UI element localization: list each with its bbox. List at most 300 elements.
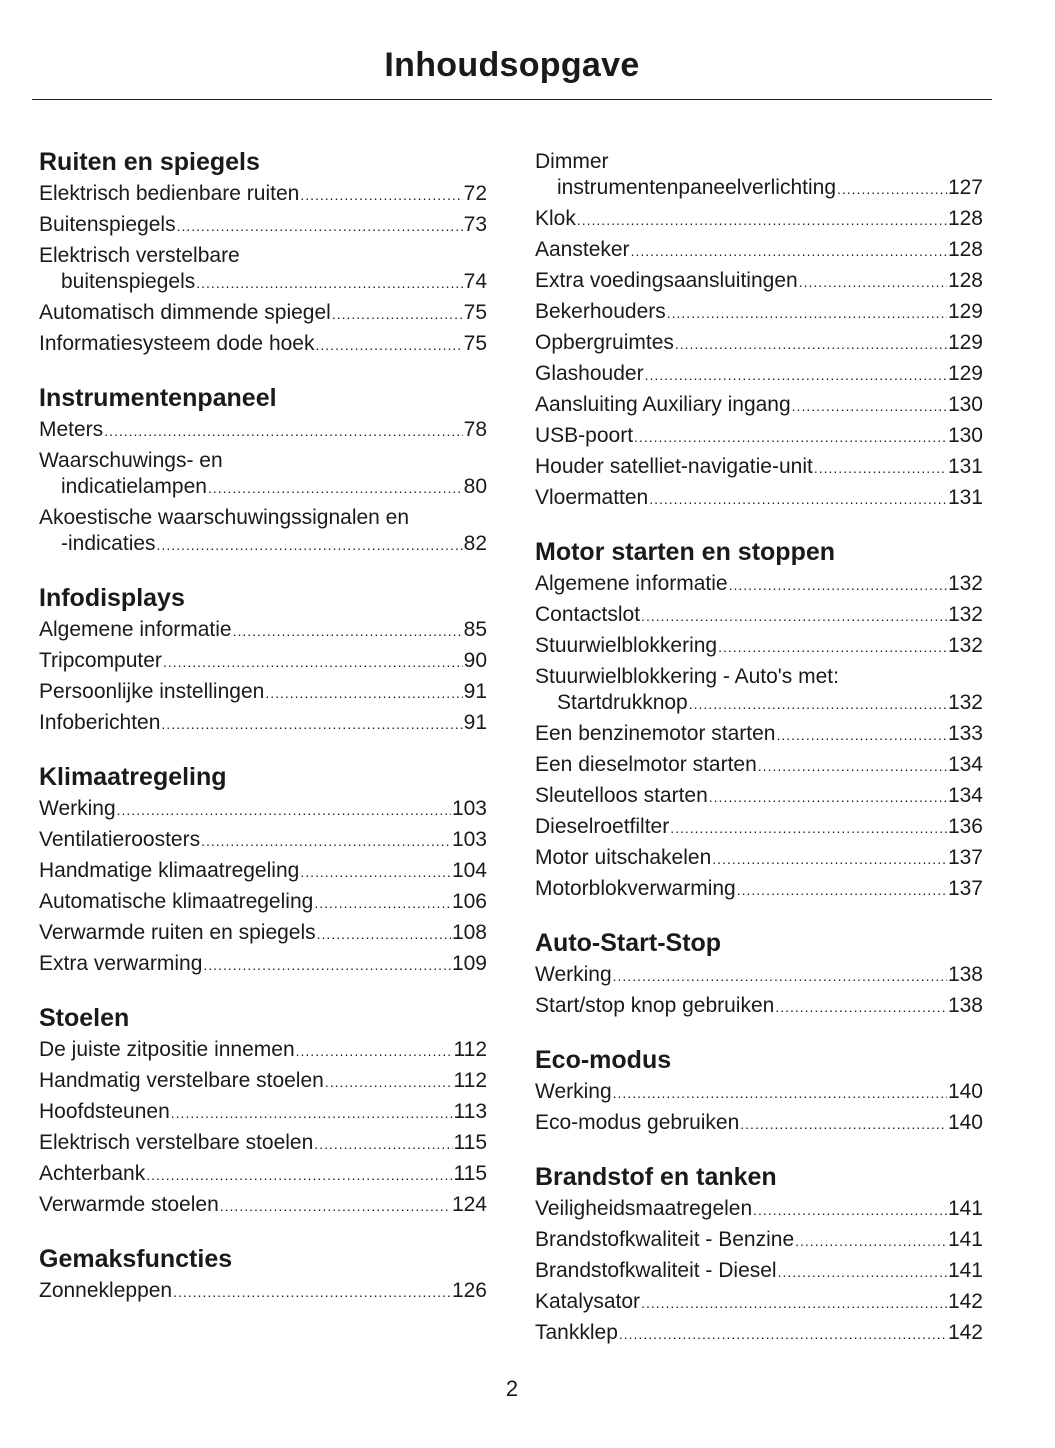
entry-row [535,452,983,483]
dot-leader [577,205,947,235]
section-heading: Motor starten en stoppen [535,538,836,566]
entry-page-number[interactable]: 132 [947,603,983,626]
dot-leader [667,298,947,328]
entry-page-number[interactable]: 113 [453,1100,487,1123]
entry-title: Elektrisch verstelbare [39,244,240,267]
entry-page-number[interactable]: 132 [947,634,983,657]
toc-section [39,1001,487,1221]
entry-row [39,1035,487,1066]
toc-entry[interactable] [535,483,983,514]
toc-entry[interactable] [535,1225,983,1256]
entry-page-number[interactable]: 136 [947,815,983,838]
entry-row [39,646,487,677]
toc-entry[interactable] [535,1077,983,1108]
entry-title: Handmatig verstelbare stoelen [39,1069,324,1092]
toc-entry[interactable] [535,569,983,600]
entry-row [39,415,487,446]
entry-title: Dieselroetfilter [535,815,670,838]
entry-page-number[interactable]: 141 [947,1228,983,1251]
section-heading: Brandstof en tanken [535,1163,777,1191]
entry-page-number[interactable]: 131 [947,455,983,478]
toc-entry[interactable] [39,615,487,646]
toc-section [39,145,487,360]
entry-row [39,825,487,856]
entry-title: Persoonlijke instellingen [39,680,265,703]
toc-entry[interactable] [39,503,487,560]
dot-leader [753,1195,947,1225]
entry-row [39,677,487,708]
entry-page-number[interactable]: 82 [463,532,487,555]
entry-page-number[interactable]: 108 [451,921,487,944]
toc-section [535,535,983,905]
toc-entry[interactable] [535,1287,983,1318]
entry-title: Een benzinemotor starten [535,722,776,745]
entry-title: Houder satelliet-navigatie-unit [535,455,813,478]
toc-entry[interactable] [39,1276,487,1307]
dot-leader [314,888,451,918]
entry-page-number[interactable]: 130 [947,424,983,447]
entry-page-number[interactable]: 109 [451,952,487,975]
entry-page-number[interactable]: 85 [463,618,487,641]
entry-row [535,235,983,266]
entry-page-number[interactable]: 134 [947,753,983,776]
entry-title: Elektrisch verstelbare stoelen [39,1131,314,1154]
toc-section [535,147,983,514]
dot-leader [315,330,462,360]
entry-title: Bekerhouders [535,300,666,323]
dot-leader [814,453,947,483]
dot-leader [619,1319,947,1349]
entry-row [535,390,983,421]
entry-row [535,1194,983,1225]
toc-entry[interactable] [39,1066,487,1097]
title-divider [32,99,992,100]
toc-entry[interactable] [535,600,983,631]
section-heading: Eco-modus [535,1046,672,1074]
entry-page-number[interactable]: 133 [947,722,983,745]
toc-entry[interactable] [535,750,983,781]
entry-title: Handmatige klimaatregeling [39,859,300,882]
toc-entry[interactable] [39,949,487,980]
dot-leader [799,267,947,297]
entry-page-number[interactable]: 140 [947,1111,983,1134]
entry-title: Start/stop knop gebruiken [535,994,775,1017]
toc-section [39,381,487,560]
entry-page-number[interactable]: 128 [947,238,983,261]
dot-leader [709,782,947,812]
dot-leader [775,992,947,1022]
entry-title: Zonnekleppen [39,1279,173,1302]
entry-row [535,688,983,719]
entry-row [535,569,983,600]
toc-entry[interactable] [39,677,487,708]
toc-entry[interactable] [535,1256,983,1287]
toc-section [39,1242,487,1307]
toc-entry[interactable] [535,421,983,452]
entry-title: Verwarmde stoelen [39,1193,219,1216]
dot-leader [325,1067,453,1097]
entry-title: Brandstofkwaliteit - Benzine [535,1228,795,1251]
entry-title: Verwarmde ruiten en spiegels [39,921,316,944]
entry-page-number[interactable]: 78 [463,418,487,441]
entry-title-continued: Startdrukknop [557,691,688,714]
entry-row [39,794,487,825]
toc-entry[interactable] [39,446,487,503]
entry-page-number[interactable]: 90 [463,649,487,672]
toc-entry[interactable] [39,1035,487,1066]
toc-entry[interactable] [39,825,487,856]
entry-title-continued: indicatielampen [61,475,207,498]
dot-leader [233,616,463,646]
entry-title: Extra verwarming [39,952,203,975]
entry-page-number[interactable]: 132 [947,691,983,714]
toc-entry[interactable] [535,390,983,421]
dot-leader [758,751,947,781]
entry-row [39,615,487,646]
toc-entry[interactable] [535,235,983,266]
entry-page-number[interactable]: 130 [947,393,983,416]
dot-leader [649,484,947,514]
toc-entry[interactable] [535,328,983,359]
entry-page-number[interactable]: 128 [947,269,983,292]
entry-title: Dimmer [535,150,609,173]
entry-title-continued: buitenspiegels [61,270,196,293]
toc-entry[interactable] [535,719,983,750]
section-heading: Klimaatregeling [39,763,227,791]
dot-leader [689,689,947,719]
entry-row [39,918,487,949]
entry-title: Aansluiting Auxiliary ingang [535,393,791,416]
entry-page-number[interactable]: 91 [463,711,487,734]
entry-page-number[interactable]: 138 [947,963,983,986]
entry-title: Werking [535,1080,612,1103]
entry-title: Stuurwielblokkering [535,634,718,657]
dot-leader [332,299,463,329]
entry-row [535,600,983,631]
entry-page-number[interactable]: 134 [947,784,983,807]
entry-title: Buitenspiegels [39,213,176,236]
dot-leader [265,678,462,708]
dot-leader [104,416,462,446]
entry-page-number[interactable]: 141 [947,1197,983,1220]
toc-section [39,760,487,980]
dot-leader [220,1191,451,1221]
dot-leader [792,391,947,421]
entry-row [535,781,983,812]
entry-title: USB-poort [535,424,634,447]
dot-leader [201,826,451,856]
entry-title: Klok [535,207,576,230]
entry-title: Algemene informatie [39,618,232,641]
toc-section [535,1160,983,1349]
dot-leader [837,174,947,204]
entry-title: Veiligheidsmaatregelen [535,1197,753,1220]
page-number: 2 [505,1376,519,1401]
section-heading: Infodisplays [39,584,185,612]
entry-row [535,421,983,452]
entry-page-number[interactable]: 129 [947,362,983,385]
entry-page-number[interactable]: 140 [947,1080,983,1103]
entry-row [535,812,983,843]
dot-leader [300,857,451,887]
entry-page-number[interactable]: 132 [947,572,983,595]
dot-leader [317,919,451,949]
dot-leader [613,1078,947,1108]
entry-title: Meters [39,418,104,441]
section-heading: Stoelen [39,1004,130,1032]
entry-row [535,483,983,514]
entry-title: Infoberichten [39,711,161,734]
entry-page-number[interactable]: 115 [453,1131,487,1154]
entry-row [39,1097,487,1128]
entry-title: Aansteker [535,238,630,261]
dot-leader [795,1226,947,1256]
entry-row [535,1225,983,1256]
toc-entry[interactable] [39,887,487,918]
entry-row [535,204,983,235]
entry-page-number[interactable]: 106 [451,890,487,913]
toc-entry[interactable] [535,812,983,843]
entry-row [39,1190,487,1221]
entry-title: Een dieselmotor starten [535,753,757,776]
entry-title: Tankklep [535,1321,618,1344]
entry-page-number[interactable]: 103 [451,797,487,820]
entry-page-number[interactable]: 128 [947,207,983,230]
toc-column-left [39,145,487,1307]
entry-row [39,708,487,739]
dot-leader [712,844,947,874]
entry-page-number[interactable]: 103 [451,828,487,851]
toc-section [535,1043,983,1139]
entry-page-number[interactable]: 142 [947,1321,983,1344]
entry-title: Waarschuwings- en [39,449,223,472]
dot-leader [296,1036,453,1066]
dot-leader [613,961,947,991]
toc-entry[interactable] [535,843,983,874]
entry-page-number[interactable]: 129 [947,331,983,354]
toc-entry[interactable] [535,204,983,235]
toc-entry[interactable] [535,297,983,328]
entry-row [39,856,487,887]
toc-entry[interactable] [39,298,487,329]
toc-entry[interactable] [39,708,487,739]
entry-page-number[interactable]: 112 [453,1069,487,1092]
toc-entry[interactable] [39,1128,487,1159]
entry-row [535,874,983,905]
entry-row [39,1159,487,1190]
entry-title-continued: instrumentenpaneelverlichting [557,176,836,199]
entry-row [39,329,487,360]
entry-row [39,210,487,241]
dot-leader [203,950,451,980]
entry-row [39,529,487,560]
dot-leader [675,329,947,359]
toc-entry[interactable] [535,781,983,812]
dot-leader [634,422,947,452]
toc-entry[interactable] [535,991,983,1022]
toc-entry[interactable] [39,856,487,887]
entry-title: Glashouder [535,362,644,385]
entry-row [535,1318,983,1349]
entry-page-number[interactable]: 73 [463,213,487,236]
toc-entry[interactable] [535,1318,983,1349]
entry-title: Stuurwielblokkering - Auto's met: [535,665,839,688]
toc-entry[interactable] [39,918,487,949]
entry-row [39,1066,487,1097]
entry-title: Eco-modus gebruiken [535,1111,740,1134]
section-heading: Gemaksfuncties [39,1245,233,1273]
entry-title: Extra voedingsaansluitingen [535,269,798,292]
section-heading: Instrumentenpaneel [39,384,277,412]
entry-row [535,991,983,1022]
entry-title-continued: -indicaties [61,532,156,555]
dot-leader [740,1109,947,1139]
dot-leader [300,180,462,210]
entry-page-number[interactable]: 80 [463,475,487,498]
entry-page-number[interactable]: 72 [463,182,487,205]
dot-leader [163,647,463,677]
entry-row [535,1077,983,1108]
toc-section [535,926,983,1022]
entry-row [535,750,983,781]
entry-row [39,949,487,980]
toc-entry[interactable] [535,1194,983,1225]
dot-leader [157,530,463,560]
dot-leader [117,795,451,825]
toc-entry[interactable] [39,210,487,241]
entry-page-number[interactable]: 75 [463,332,487,355]
entry-title: De juiste zitpositie innemen [39,1038,295,1061]
entry-page-number[interactable]: 124 [451,1193,487,1216]
entry-page-number[interactable]: 137 [947,846,983,869]
entry-row [535,328,983,359]
dot-leader [778,1257,947,1287]
dot-leader [641,601,947,631]
toc-entry[interactable] [535,266,983,297]
entry-title: Contactslot [535,603,641,626]
entry-row [39,472,487,503]
entry-page-number[interactable]: 131 [947,486,983,509]
toc-entry[interactable] [535,147,983,204]
entry-page-number[interactable]: 142 [947,1290,983,1313]
toc-entry[interactable] [39,179,487,210]
entry-row [39,887,487,918]
entry-title: Katalysator [535,1290,641,1313]
toc-column-right [535,147,983,1349]
entry-title: Informatiesysteem dode hoek [39,332,315,355]
toc-entry[interactable] [535,662,983,719]
section-heading: Ruiten en spiegels [39,148,260,176]
entry-title: Elektrisch bedienbare ruiten [39,182,300,205]
entry-page-number[interactable]: 129 [947,300,983,323]
dot-leader [208,473,463,503]
entry-row [39,1128,487,1159]
toc-entry[interactable] [39,1190,487,1221]
entry-row [39,298,487,329]
toc-entry[interactable] [535,631,983,662]
dot-leader [729,570,947,600]
entry-title: Werking [535,963,612,986]
entry-title: Werking [39,797,116,820]
entry-row [535,266,983,297]
toc-entry[interactable] [39,329,487,360]
entry-row [39,179,487,210]
entry-row [535,1287,983,1318]
dot-leader [171,1098,453,1128]
entry-page-number[interactable]: 141 [947,1259,983,1282]
entry-row [535,297,983,328]
entry-title: Automatische klimaatregeling [39,890,314,913]
entry-title: Tripcomputer [39,649,162,672]
toc-entry[interactable] [39,241,487,298]
entry-row [535,960,983,991]
entry-title: Akoestische waarschuwingssignalen en [39,506,410,529]
toc-section [39,581,487,739]
toc-entry[interactable] [535,1108,983,1139]
entry-row [535,359,983,390]
entry-page-number[interactable]: 91 [463,680,487,703]
dot-leader [173,1277,451,1307]
dot-leader [641,1288,947,1318]
toc-entry[interactable] [39,794,487,825]
dot-leader [177,211,463,241]
entry-title: Hoofdsteunen [39,1100,170,1123]
entry-title: Opbergruimtes [535,331,674,354]
dot-leader [776,720,946,750]
entry-page-number[interactable]: 127 [947,176,983,199]
toc-entry[interactable] [535,874,983,905]
entry-page-number[interactable]: 112 [453,1038,487,1061]
entry-row [39,267,487,298]
entry-title: Vloermatten [535,486,649,509]
entry-page-number[interactable]: 137 [947,877,983,900]
toc-entry[interactable] [535,452,983,483]
entry-title: Sleutelloos starten [535,784,708,807]
dot-leader [645,360,947,390]
entry-title: Algemene informatie [535,572,728,595]
entry-row [535,719,983,750]
toc-entry[interactable] [39,1097,487,1128]
entry-title: Ventilatieroosters [39,828,201,851]
entry-page-number[interactable]: 75 [463,301,487,324]
dot-leader [670,813,947,843]
entry-page-number[interactable]: 126 [451,1279,487,1302]
page-title: Inhoudsopgave [384,46,640,84]
entry-page-number[interactable]: 115 [453,1162,487,1185]
dot-leader [314,1129,452,1159]
entry-row [535,173,983,204]
entry-row [535,843,983,874]
entry-title: Achterbank [39,1162,146,1185]
section-heading: Auto-Start-Stop [535,929,722,957]
toc-entry[interactable] [39,1159,487,1190]
entry-title: Automatisch dimmende spiegel [39,301,331,324]
entry-page-number[interactable]: 74 [463,270,487,293]
entry-title: Brandstofkwaliteit - Diesel [535,1259,777,1282]
dot-leader [718,632,947,662]
toc-entry[interactable] [39,415,487,446]
toc-entry[interactable] [39,646,487,677]
entry-page-number[interactable]: 104 [451,859,487,882]
toc-entry[interactable] [535,960,983,991]
entry-row [39,1276,487,1307]
entry-row [535,1108,983,1139]
toc-entry[interactable] [535,359,983,390]
dot-leader [161,709,462,739]
entry-page-number[interactable]: 138 [947,994,983,1017]
entry-row [535,631,983,662]
entry-title: Motorblokverwarming [535,877,736,900]
